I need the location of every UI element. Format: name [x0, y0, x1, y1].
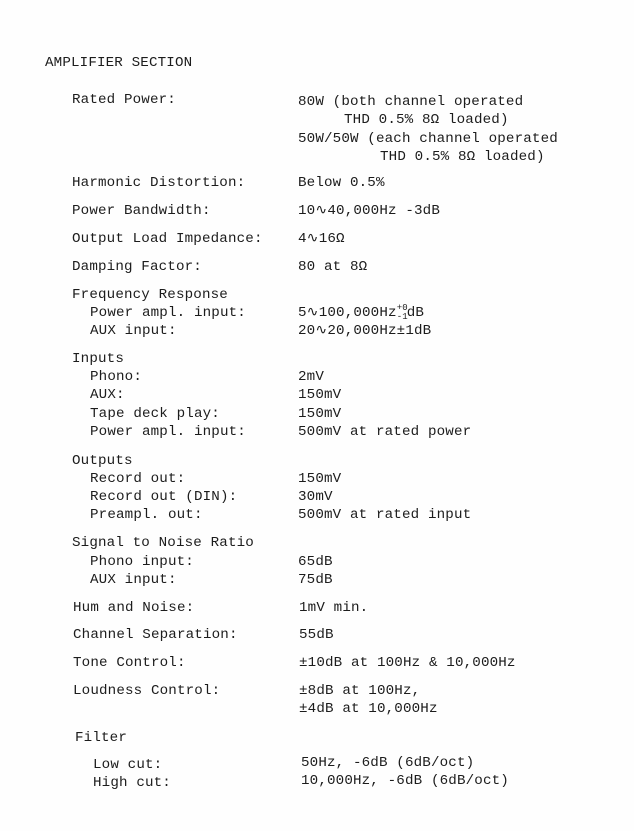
tone-control-label: Tone Control:	[73, 655, 186, 671]
harmonic-distortion-label: Harmonic Distortion:	[72, 175, 246, 191]
input-tape-label: Tape deck play:	[90, 406, 220, 422]
output-load-impedance-label: Output Load Impedance:	[72, 231, 263, 247]
freq-aux-value: 20∿20,000Hz±1dB	[298, 323, 432, 339]
freq-power-ampl-range: 5∿100,000Hz	[298, 305, 397, 321]
freq-aux-label: AUX input:	[90, 323, 177, 339]
input-power-ampl-label: Power ampl. input:	[90, 424, 246, 440]
tone-control-value: ±10dB at 100Hz & 10,000Hz	[299, 655, 516, 671]
snr-aux-value: 75dB	[298, 572, 333, 588]
loudness-control-line-2: ±4dB at 10,000Hz	[299, 701, 438, 717]
channel-separation-value: 55dB	[299, 627, 334, 643]
loudness-control-label: Loudness Control:	[73, 683, 221, 699]
harmonic-distortion-value: Below 0.5%	[298, 175, 385, 191]
snr-phono-value: 65dB	[298, 554, 333, 570]
damping-factor-value: 80 at 8Ω	[298, 259, 368, 275]
snr-aux-label: AUX input:	[90, 572, 177, 588]
output-load-impedance-value: 4∿16Ω	[298, 231, 345, 247]
freq-power-ampl-value	[298, 305, 424, 322]
power-bandwidth-value: 10∿40,000Hz -3dB	[298, 203, 440, 219]
tolerance-plus: +0	[396, 303, 408, 313]
output-record-value: 150mV	[298, 471, 342, 487]
output-record-label: Record out:	[90, 471, 186, 487]
power-bandwidth-label: Power Bandwidth:	[72, 203, 211, 219]
output-preampl-value: 500mV at rated input	[298, 507, 472, 523]
frequency-response-heading: Frequency Response	[72, 287, 228, 303]
snr-phono-label: Phono input:	[90, 554, 194, 570]
hum-noise-value: 1mV min.	[299, 600, 369, 616]
rated-power-line-4: THD 0.5% 8Ω loaded)	[380, 149, 545, 165]
hum-noise-label: Hum and Noise:	[73, 600, 195, 616]
rated-power-line-2: THD 0.5% 8Ω loaded)	[344, 112, 509, 128]
input-tape-value: 150mV	[298, 406, 342, 422]
input-aux-label: AUX:	[90, 387, 125, 403]
rated-power-line-3: 50W/50W (each channel operated	[298, 131, 558, 147]
tolerance-stack	[397, 305, 407, 322]
loudness-control-line-1: ±8dB at 100Hz,	[299, 683, 421, 699]
input-phono-value: 2mV	[298, 369, 324, 385]
section-title: AMPLIFIER SECTION	[45, 55, 193, 71]
channel-separation-label: Channel Separation:	[73, 627, 238, 643]
outputs-heading: Outputs	[72, 453, 133, 469]
damping-factor-label: Damping Factor:	[72, 259, 202, 275]
input-power-ampl-value: 500mV at rated power	[298, 424, 472, 440]
filter-high-cut-value: 10,000Hz, -6dB (6dB/oct)	[301, 773, 509, 789]
tolerance-minus: -1	[396, 312, 408, 322]
rated-power-label: Rated Power:	[72, 92, 176, 108]
filter-high-cut-label: High cut:	[93, 775, 171, 791]
input-aux-value: 150mV	[298, 387, 342, 403]
output-preampl-label: Preampl. out:	[90, 507, 203, 523]
rated-power-line-1: 80W (both channel operated	[298, 94, 524, 110]
tolerance-unit: dB	[406, 305, 425, 321]
filter-low-cut-value: 50Hz, -6dB (6dB/oct)	[301, 755, 475, 771]
filter-low-cut-label: Low cut:	[93, 757, 163, 773]
output-record-din-label: Record out (DIN):	[90, 489, 238, 505]
snr-heading: Signal to Noise Ratio	[72, 535, 254, 551]
inputs-heading: Inputs	[72, 351, 124, 367]
output-record-din-value: 30mV	[298, 489, 333, 505]
input-phono-label: Phono:	[90, 369, 142, 385]
filter-heading: Filter	[75, 730, 127, 746]
freq-power-ampl-label: Power ampl. input:	[90, 305, 246, 321]
